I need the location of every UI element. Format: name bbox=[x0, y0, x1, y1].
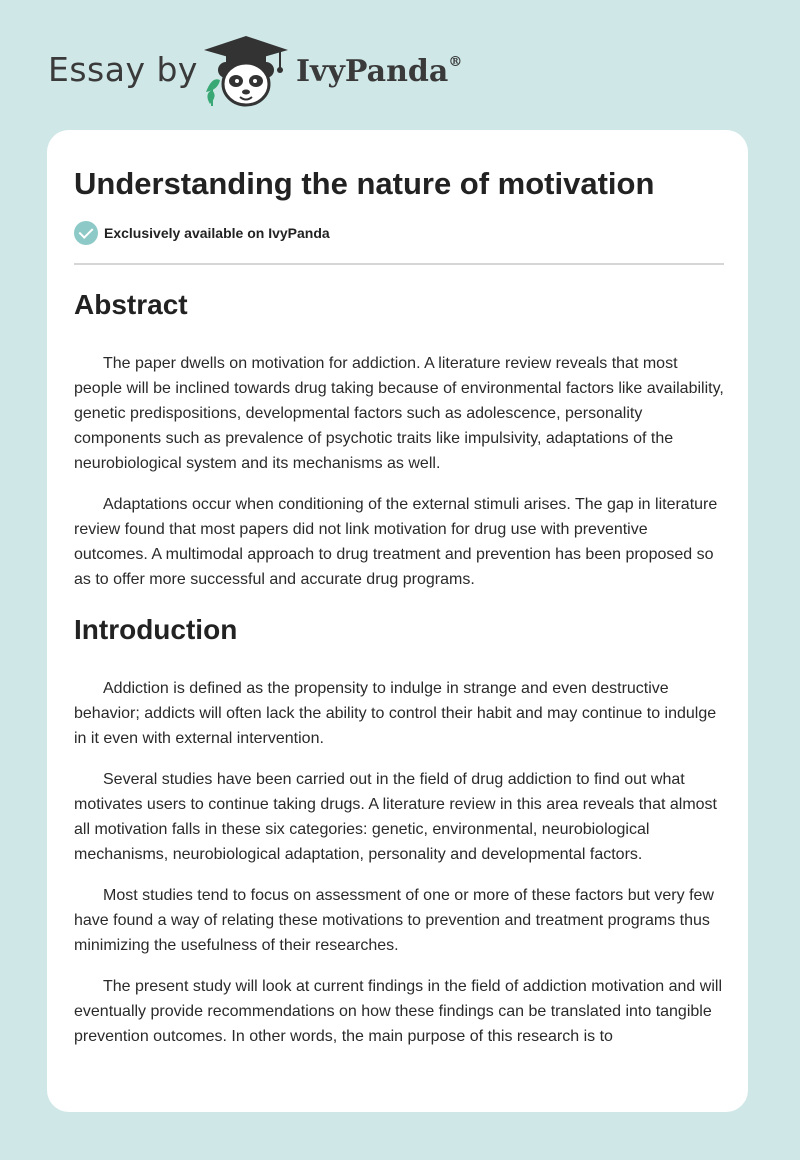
brand-name[interactable]: IvyPanda® bbox=[296, 54, 463, 89]
badge-text: Exclusively available on IvyPanda bbox=[104, 225, 330, 241]
check-circle-icon bbox=[74, 221, 98, 245]
paragraph: Addiction is defined as the propensity to indulge in strange and even destructive behavior; addicts will often lack the ability to control their habit and may continue to indulge in it even with external intervention. bbox=[74, 680, 717, 747]
article-content bbox=[74, 130, 724, 1049]
paragraph: The present study will look at current findings in the field of addiction motivation and will eventually provide recommendations on how these findings can be translated into tangible prevention outcomes. In other words, the main purpose of this research is to bbox=[74, 978, 722, 1045]
paragraph: Most studies tend to focus on assessment of one or more of these factors but very few have found a way of relating these motivations to prevention and treatment programs thus minimizing the usefulness of their researches. bbox=[74, 887, 714, 954]
site-header bbox=[0, 0, 800, 120]
article-title: Understanding the nature of motivation bbox=[74, 166, 655, 201]
exclusive-badge bbox=[74, 219, 724, 247]
divider bbox=[74, 263, 724, 265]
brand-prefix: Essay by bbox=[48, 50, 198, 89]
paragraph: Adaptations occur when conditioning of the external stimuli arises. The gap in literature review found that most papers did not link motivation for drug use with preventive outcomes. A multimodal approach to drug treatment and prevention has been proposed so as to offer more successful and accurate drug programs. bbox=[74, 496, 718, 588]
paragraph: The paper dwells on motivation for addiction. A literature review reveals that most people will be inclined towards drug taking because of environmental factors like availability, genetic predispositions, developmental factors such as adolescence, personality components such as prevalence of psychotic traits like impulsivity, adaptations of the neurobiological system and its mechanisms as well. bbox=[74, 355, 724, 472]
section-heading-introduction: Introduction bbox=[74, 614, 238, 645]
paragraph: Several studies have been carried out in the field of drug addiction to find out what motivates users to continue taking drugs. A literature review in this area reveals that almost all motivation falls in these six categories: genetic, environmental, neurobiological mechanisms, neurobiological adaptation, personality and developmental factors. bbox=[74, 771, 717, 863]
article-card bbox=[47, 130, 748, 1112]
panda-logo-icon[interactable] bbox=[200, 34, 292, 110]
section-heading-abstract: Abstract bbox=[74, 289, 188, 320]
